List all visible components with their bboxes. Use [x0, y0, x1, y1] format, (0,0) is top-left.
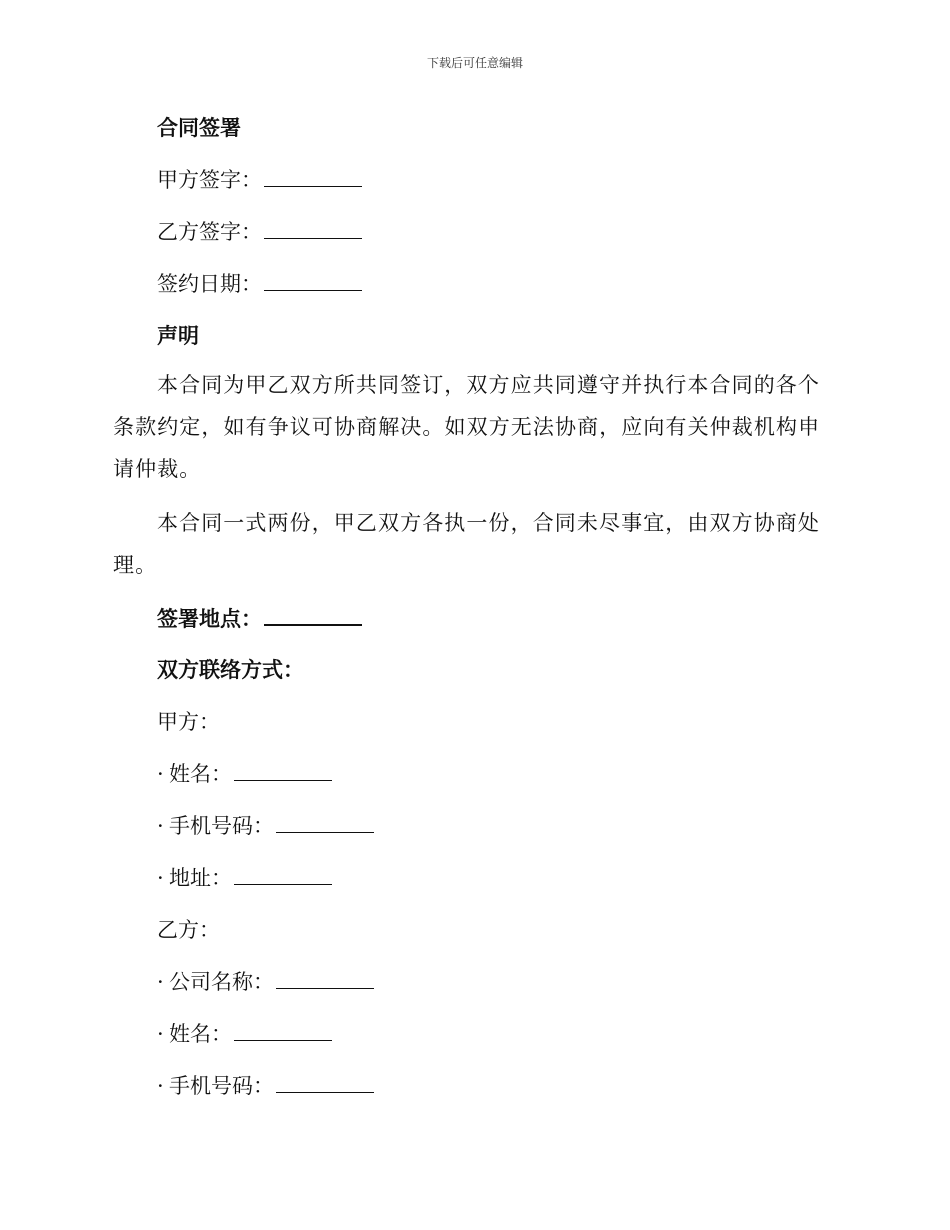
bullet-icon: ·: [157, 970, 164, 994]
signing-date-label: 签约日期：: [157, 272, 262, 296]
signing-place-label: 签署地点：: [157, 607, 262, 631]
party-b-company-label: 公司名称：: [169, 970, 274, 994]
signing-place-row: [157, 604, 362, 633]
party-b-signature-label: 乙方签字：: [157, 220, 262, 244]
page-header: 下载后可任意编辑: [426, 56, 523, 70]
party-a-address-field[interactable]: [234, 864, 332, 885]
party-a-signature-field[interactable]: [264, 166, 362, 187]
party-b-phone-row: [157, 1072, 374, 1100]
statement-title: 声明: [157, 324, 199, 348]
party-a-signature-label: 甲方签字：: [157, 168, 262, 192]
bullet-icon: ·: [157, 866, 164, 890]
signing-date-row: [157, 270, 362, 298]
party-b-signature-row: [157, 218, 362, 246]
party-b-phone-label: 手机号码：: [169, 1074, 274, 1098]
party-a-address-label: 地址：: [169, 866, 232, 890]
party-a-name-field[interactable]: [234, 760, 332, 781]
contacts-title: 双方联络方式：: [157, 658, 304, 682]
party-b-heading: 乙方：: [157, 918, 220, 942]
signing-date-field[interactable]: [264, 270, 362, 291]
party-a-name-label: 姓名：: [169, 762, 232, 786]
party-a-name-row: [157, 760, 332, 788]
statement-paragraph-1: 本合同为甲乙双方所共同签订，双方应共同遵守并执行本合同的各个条款约定，如有争议可协商解决。如双方无法协商，应向有关仲裁机构申请仲裁。: [113, 373, 821, 481]
signing-place-field[interactable]: [264, 604, 362, 626]
statement-paragraph-2: 本合同一式两份，甲乙双方各执一份，合同未尽事宜，由双方协商处理。: [113, 511, 820, 577]
bullet-icon: ·: [157, 1022, 164, 1046]
bullet-icon: ·: [157, 814, 164, 838]
party-a-phone-field[interactable]: [276, 812, 374, 833]
party-b-company-row: [157, 968, 374, 996]
party-b-signature-field[interactable]: [264, 218, 362, 239]
party-b-name-row: [157, 1020, 332, 1048]
party-b-name-field[interactable]: [234, 1020, 332, 1041]
signing-title: 合同签署: [157, 116, 241, 140]
party-a-heading: 甲方：: [157, 710, 220, 734]
party-a-phone-row: [157, 812, 374, 840]
party-b-company-field[interactable]: [276, 968, 374, 989]
party-a-address-row: [157, 864, 332, 892]
party-b-name-label: 姓名：: [169, 1022, 232, 1046]
bullet-icon: ·: [157, 1074, 164, 1098]
party-a-signature-row: [157, 166, 362, 194]
party-b-phone-field[interactable]: [276, 1072, 374, 1093]
bullet-icon: ·: [157, 762, 164, 786]
party-a-phone-label: 手机号码：: [169, 814, 274, 838]
